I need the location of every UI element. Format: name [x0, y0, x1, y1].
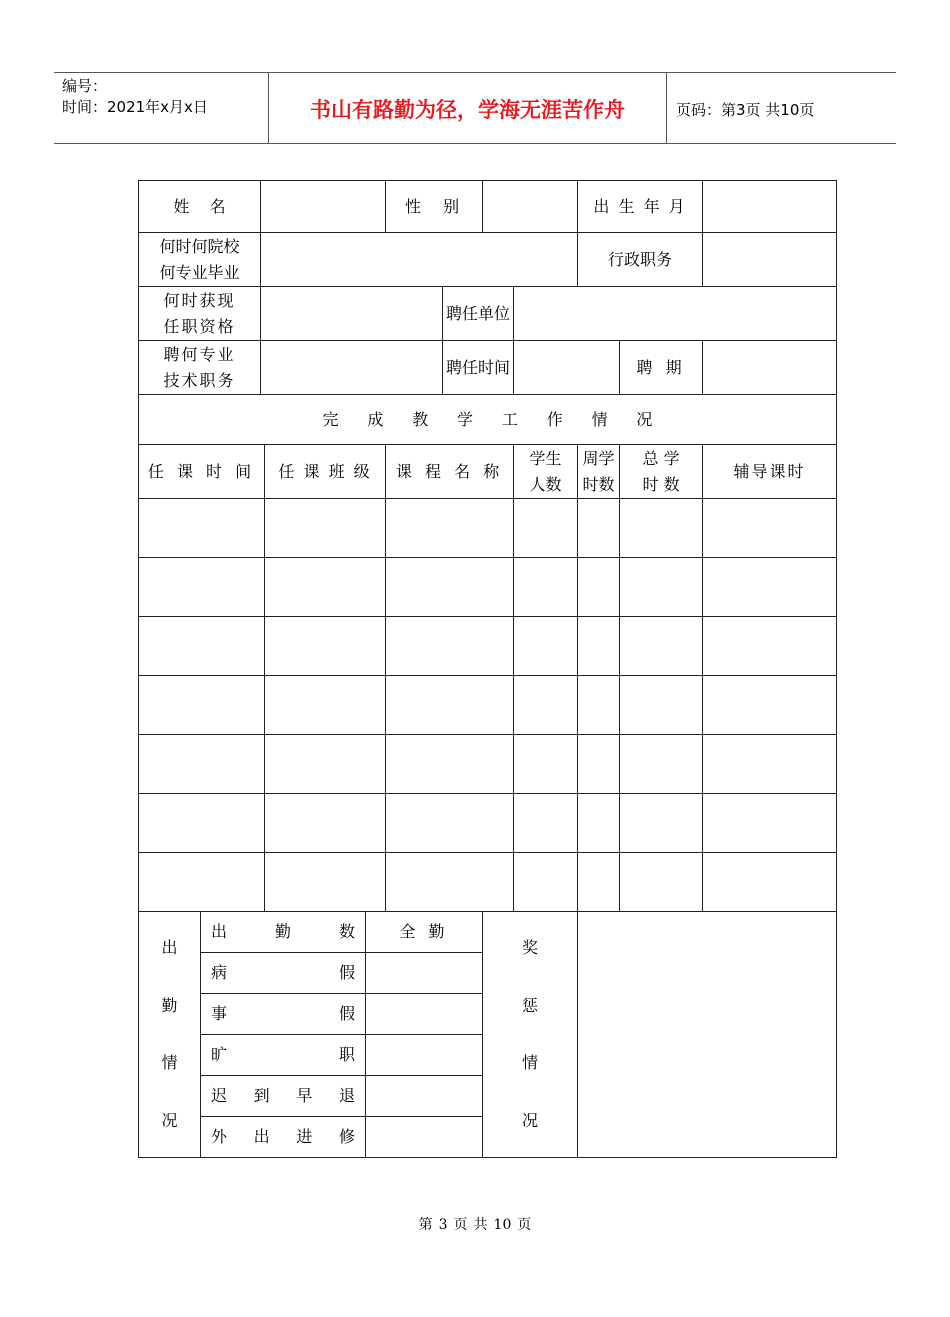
header-motto: 书山有路勤为径，学海无涯苦作舟: [310, 97, 625, 122]
page-number-label: 页码：第3页 共10页: [676, 101, 815, 119]
cell-student-count[interactable]: [514, 499, 578, 558]
tech-title-value-cell[interactable]: [261, 341, 443, 395]
col-weekly-hours: 周学 时数: [578, 445, 620, 499]
form-row-tech-title: [139, 341, 837, 395]
cell-tutoring-hours[interactable]: [703, 676, 837, 735]
cell-tutoring-hours[interactable]: [703, 499, 837, 558]
cell-student-count[interactable]: [514, 853, 578, 912]
reward-heading: 奖 惩 情 况: [483, 912, 578, 1158]
cell-total-hours[interactable]: [620, 794, 703, 853]
cell-student-count[interactable]: [514, 617, 578, 676]
attendance-days-label: 出 勤 数: [201, 912, 366, 953]
personnel-form-table: [138, 180, 837, 1158]
col-student-count: 学生 人数: [514, 445, 578, 499]
attendance-heading: 出 勤 情 况: [139, 912, 201, 1158]
absence-value[interactable]: [366, 1035, 483, 1076]
training-label: 外 出 进 修: [201, 1117, 366, 1158]
cell-tutoring-hours[interactable]: [703, 853, 837, 912]
sick-leave-value[interactable]: [366, 953, 483, 994]
cell-tutoring-hours[interactable]: [703, 617, 837, 676]
cell-student-count[interactable]: [514, 735, 578, 794]
cell-tutoring-hours[interactable]: [703, 558, 837, 617]
hire-time-label: 聘任时间: [443, 341, 514, 395]
header-divider-right: [666, 72, 667, 144]
admin-title-label: 行政职务: [578, 233, 703, 287]
cell-course-time[interactable]: [139, 617, 265, 676]
employer-value-cell[interactable]: [514, 287, 837, 341]
teaching-section-title: 完 成 教 学 工 作 情 况: [139, 395, 837, 445]
cell-course-time[interactable]: [139, 499, 265, 558]
document-time-label: 时间：2021年x月x日: [62, 98, 208, 116]
birth-date-value-cell[interactable]: [703, 181, 837, 233]
cell-course-time[interactable]: [139, 853, 265, 912]
reward-value-cell[interactable]: [578, 912, 837, 1158]
cell-total-hours[interactable]: [620, 617, 703, 676]
cell-course-name[interactable]: [386, 558, 514, 617]
page-footer: 第 3 页 共 10 页: [418, 1217, 532, 1233]
gender-value-cell[interactable]: [483, 181, 578, 233]
cell-class[interactable]: [265, 558, 386, 617]
hire-time-value-cell[interactable]: [514, 341, 620, 395]
form-row-education: [139, 233, 837, 287]
cell-class[interactable]: [265, 676, 386, 735]
cell-course-time[interactable]: [139, 735, 265, 794]
col-class: 任 课 班 级: [265, 445, 386, 499]
sick-leave-label: 病 假: [201, 953, 366, 994]
cell-class[interactable]: [265, 735, 386, 794]
cell-course-time[interactable]: [139, 676, 265, 735]
attendance-days-value[interactable]: 全 勤: [366, 912, 483, 953]
cell-course-name[interactable]: [386, 676, 514, 735]
teaching-header-row: [139, 445, 837, 499]
cell-tutoring-hours[interactable]: [703, 794, 837, 853]
tech-title-label: 聘何专业 技术职务: [139, 341, 261, 395]
cell-total-hours[interactable]: [620, 853, 703, 912]
form-row-qualification: [139, 287, 837, 341]
name-label: 姓 名: [139, 181, 261, 233]
teaching-row: [139, 499, 837, 558]
personal-leave-label: 事 假: [201, 994, 366, 1035]
gender-label: 性 别: [386, 181, 483, 233]
col-total-hours: 总 学 时 数: [620, 445, 703, 499]
cell-class[interactable]: [265, 617, 386, 676]
col-course-name: 课 程 名 称: [386, 445, 514, 499]
cell-course-time[interactable]: [139, 558, 265, 617]
cell-class[interactable]: [265, 499, 386, 558]
admin-title-value-cell[interactable]: [703, 233, 837, 287]
late-early-value[interactable]: [366, 1076, 483, 1117]
graduation-label: 何时何院校 何专业毕业: [139, 233, 261, 287]
term-label: 聘 期: [620, 341, 703, 395]
teaching-row: [139, 853, 837, 912]
cell-total-hours[interactable]: [620, 558, 703, 617]
cell-class[interactable]: [265, 853, 386, 912]
cell-weekly-hours[interactable]: [578, 499, 620, 558]
cell-course-name[interactable]: [386, 617, 514, 676]
training-value[interactable]: [366, 1117, 483, 1158]
header-meta: [62, 76, 208, 118]
cell-course-name[interactable]: [386, 794, 514, 853]
cell-weekly-hours[interactable]: [578, 735, 620, 794]
header-bottom-rule: [54, 143, 896, 144]
qualification-label: 何时获现 任职资格: [139, 287, 261, 341]
cell-tutoring-hours[interactable]: [703, 735, 837, 794]
cell-total-hours[interactable]: [620, 735, 703, 794]
teaching-row: [139, 794, 837, 853]
name-value-cell[interactable]: [261, 181, 386, 233]
absence-label: 旷 职: [201, 1035, 366, 1076]
header-top-rule: [54, 72, 896, 73]
cell-total-hours[interactable]: [620, 499, 703, 558]
document-number-label: 编号：: [62, 77, 108, 95]
cell-total-hours[interactable]: [620, 676, 703, 735]
cell-weekly-hours[interactable]: [578, 617, 620, 676]
cell-weekly-hours[interactable]: [578, 853, 620, 912]
col-course-time: 任 课 时 间: [139, 445, 265, 499]
cell-student-count[interactable]: [514, 558, 578, 617]
col-tutoring-hours: 辅导课时: [703, 445, 837, 499]
teaching-row: [139, 676, 837, 735]
form-row-section-title: [139, 395, 837, 445]
teaching-row: [139, 617, 837, 676]
cell-weekly-hours[interactable]: [578, 676, 620, 735]
cell-course-time[interactable]: [139, 794, 265, 853]
cell-weekly-hours[interactable]: [578, 794, 620, 853]
graduation-value-cell[interactable]: [261, 233, 578, 287]
cell-course-name[interactable]: [386, 853, 514, 912]
personal-leave-value[interactable]: [366, 994, 483, 1035]
late-early-label: 迟 到 早 退: [201, 1076, 366, 1117]
form-row-basic: [139, 181, 837, 233]
teaching-row: [139, 558, 837, 617]
cell-weekly-hours[interactable]: [578, 558, 620, 617]
qualification-value-cell[interactable]: [261, 287, 443, 341]
cell-student-count[interactable]: [514, 794, 578, 853]
cell-course-name[interactable]: [386, 499, 514, 558]
cell-class[interactable]: [265, 794, 386, 853]
employer-label: 聘任单位: [443, 287, 514, 341]
cell-student-count[interactable]: [514, 676, 578, 735]
term-value-cell[interactable]: [703, 341, 837, 395]
teaching-row: [139, 735, 837, 794]
birth-date-label: 出 生 年 月: [578, 181, 703, 233]
attendance-row: [139, 912, 837, 953]
cell-course-name[interactable]: [386, 735, 514, 794]
